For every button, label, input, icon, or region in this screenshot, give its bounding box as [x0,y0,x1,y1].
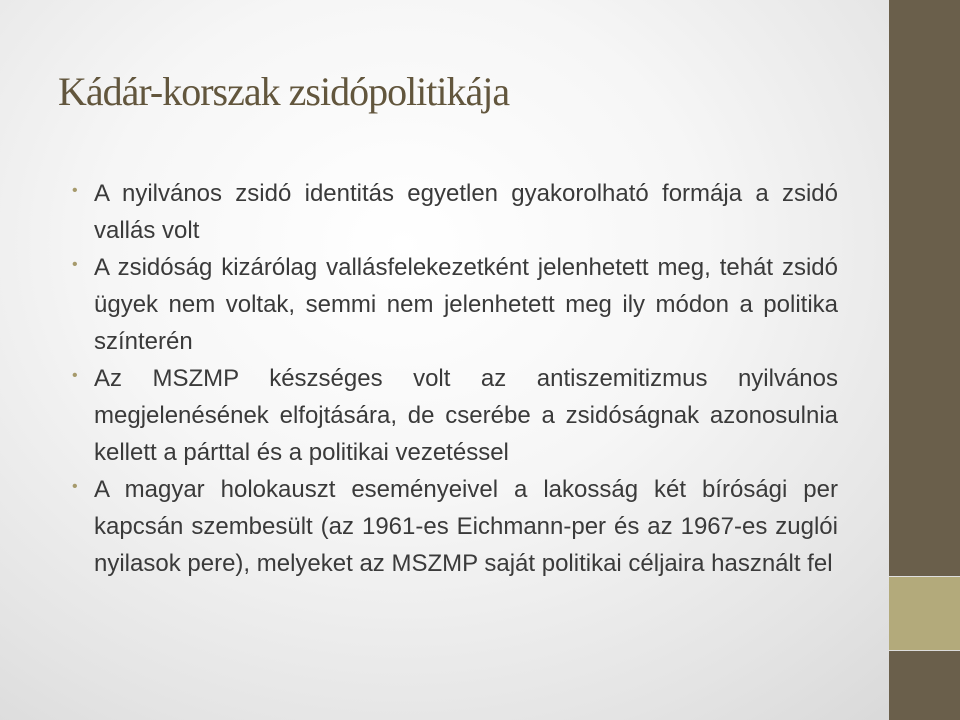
bullet-dot-icon: • [72,367,78,384]
bullet-item [72,471,838,582]
slide-title: Kádár-korszak zsidópolitikája [58,69,510,114]
bullet-dot-icon: • [72,256,78,273]
bullet-item [72,249,838,360]
bullet-list [72,175,838,582]
side-band-bottom-segment [889,651,960,720]
bullet-dot-icon: • [72,478,78,495]
side-band-light-segment [889,577,960,650]
bullet-dot-icon: • [72,182,78,199]
bullet-item [72,360,838,471]
decorative-side-band [889,0,960,720]
bullet-text: A magyar holokauszt eseményeivel a lakosság két bírósági per kapcsán szembesült (az 1961-es Eichmann-per és az 1967-es zuglói nyilasok pere), melyeket az MSZMP saját politikai céljaira használt fel [94,476,838,577]
side-band-dark-segment [889,0,960,576]
bullet-item [72,175,838,249]
bullet-text: Az MSZMP készséges volt az antiszemitizmus nyilvános megjelenésének elfojtására, de cserébe a zsidóságnak azonosulnia kellett a párttal és a politikai vezetéssel [94,365,838,466]
bullet-text: A nyilvános zsidó identitás egyetlen gyakorolható formája a zsidó vallás volt [94,180,838,244]
bullet-text: A zsidóság kizárólag vallásfelekezetként jelenhetett meg, tehát zsidó ügyek nem voltak, semmi nem jelenhetett meg ily módon a politika színterén [94,254,838,355]
